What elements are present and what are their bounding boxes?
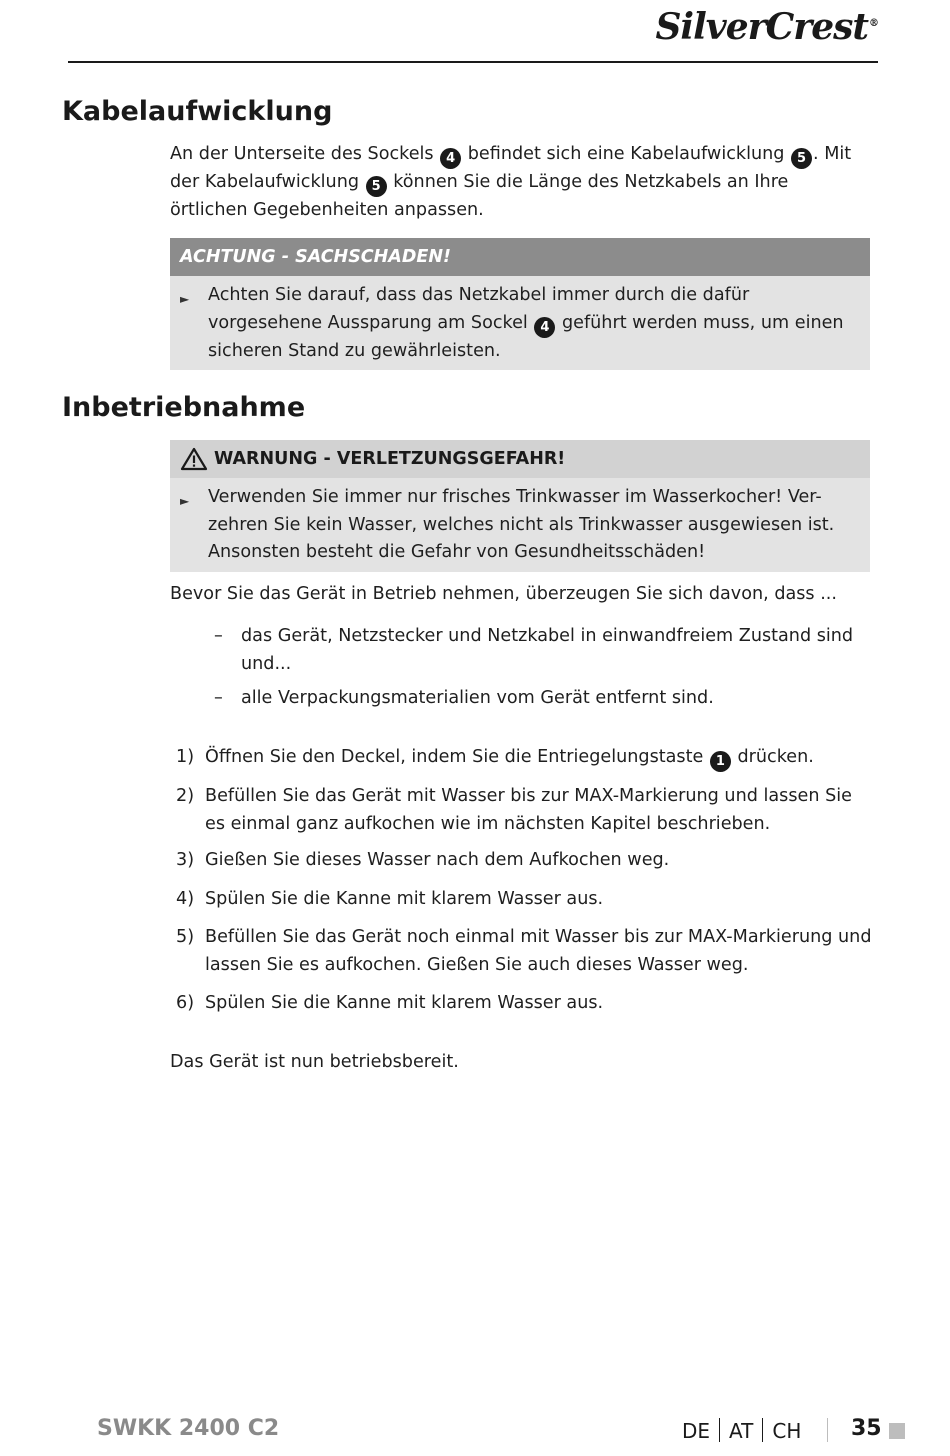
step-item: 3) Gießen Sie dieses Wasser nach dem Aufkochen weg. — [176, 850, 670, 870]
warning-box — [170, 440, 870, 572]
section-title-start: Inbetriebnahme — [62, 392, 306, 423]
warning-header — [170, 440, 870, 478]
step-item: 1) Öffnen Sie den Deckel, indem Sie die Entriegelungstaste 1 drücken. — [176, 744, 876, 772]
header-rule — [68, 61, 878, 63]
caution-heading: ACHTUNG - SACHSCHADEN! — [170, 238, 870, 276]
footer-languages — [682, 1418, 801, 1443]
ref-marker-5: 5 — [366, 176, 387, 197]
footer-square-mark — [889, 1423, 905, 1439]
intro-paragraph: Bevor Sie das Gerät in Betrieb nehmen, überzeugen Sie sich davon, dass ... — [170, 584, 837, 604]
warning-item: ► Verwenden Sie immer nur frisches Trinkwasser im Wasserkocher! Ver-zehren Sie kein Wasser, welches nicht als Trinkwasser ausgewiesen ist. Ansonsten besteht die Gefahr von Gesundheitsschäden! — [180, 487, 835, 562]
ref-marker-4: 4 — [534, 317, 555, 338]
warning-triangle-icon — [180, 447, 208, 471]
caution-item: ► Achten Sie darauf, dass das Netzkabel immer durch die dafür vorgesehene Aussparung am Sockel 4 geführt werden muss, um einen sicheren Stand zu gewährleisten. — [180, 285, 844, 361]
bullet-arrow-icon: ► — [180, 494, 190, 508]
footer-model: SWKK 2400 C2 — [97, 1416, 280, 1441]
step-item: 6) Spülen Sie die Kanne mit klarem Wasser aus. — [176, 993, 604, 1013]
registered-mark: ® — [869, 18, 878, 29]
lang-at: AT — [729, 1419, 754, 1443]
bullet-arrow-icon: ► — [180, 292, 190, 306]
caution-box — [170, 238, 870, 370]
ref-marker-5: 5 — [791, 148, 812, 169]
page-number: 35 — [851, 1416, 882, 1441]
check-item: – das Gerät, Netzstecker und Netzkabel in einwandfreiem Zustand sind und... — [214, 626, 854, 674]
step-item: 5) Befüllen Sie das Gerät noch einmal mit Wasser bis zur MAX-Markierung und lassen Sie es aufkochen. Gießen Sie auch dieses Wasser weg. — [176, 927, 872, 975]
footer-divider — [827, 1418, 828, 1442]
ref-marker-1: 1 — [710, 751, 731, 772]
lang-ch: CH — [772, 1419, 802, 1443]
lang-de: DE — [682, 1419, 711, 1443]
closing-paragraph: Das Gerät ist nun betriebsbereit. — [170, 1052, 459, 1072]
brand-logo: SilverCrest® — [655, 6, 878, 48]
warning-heading: WARNUNG - VERLETZUNGSGEFAHR! — [214, 449, 566, 469]
step-item: 2) Befüllen Sie das Gerät mit Wasser bis zur MAX-Markierung und lassen Sie es einmal ganz aufkochen wie im nächsten Kapitel beschrieben. — [176, 786, 852, 834]
cable-paragraph: An der Unterseite des Sockels 4 befindet sich eine Kabelaufwicklung 5 . Mit der Kabelaufwicklung 5 können Sie die Länge des Netzkabels an Ihre örtlichen Gegebenheiten anpassen. — [170, 144, 852, 220]
check-item: – alle Verpackungsmaterialien vom Gerät entfernt sind. — [214, 688, 714, 708]
section-title-cable: Kabelaufwicklung — [62, 96, 333, 127]
ref-marker-4: 4 — [440, 148, 461, 169]
step-item: 4) Spülen Sie die Kanne mit klarem Wasser aus. — [176, 889, 604, 909]
